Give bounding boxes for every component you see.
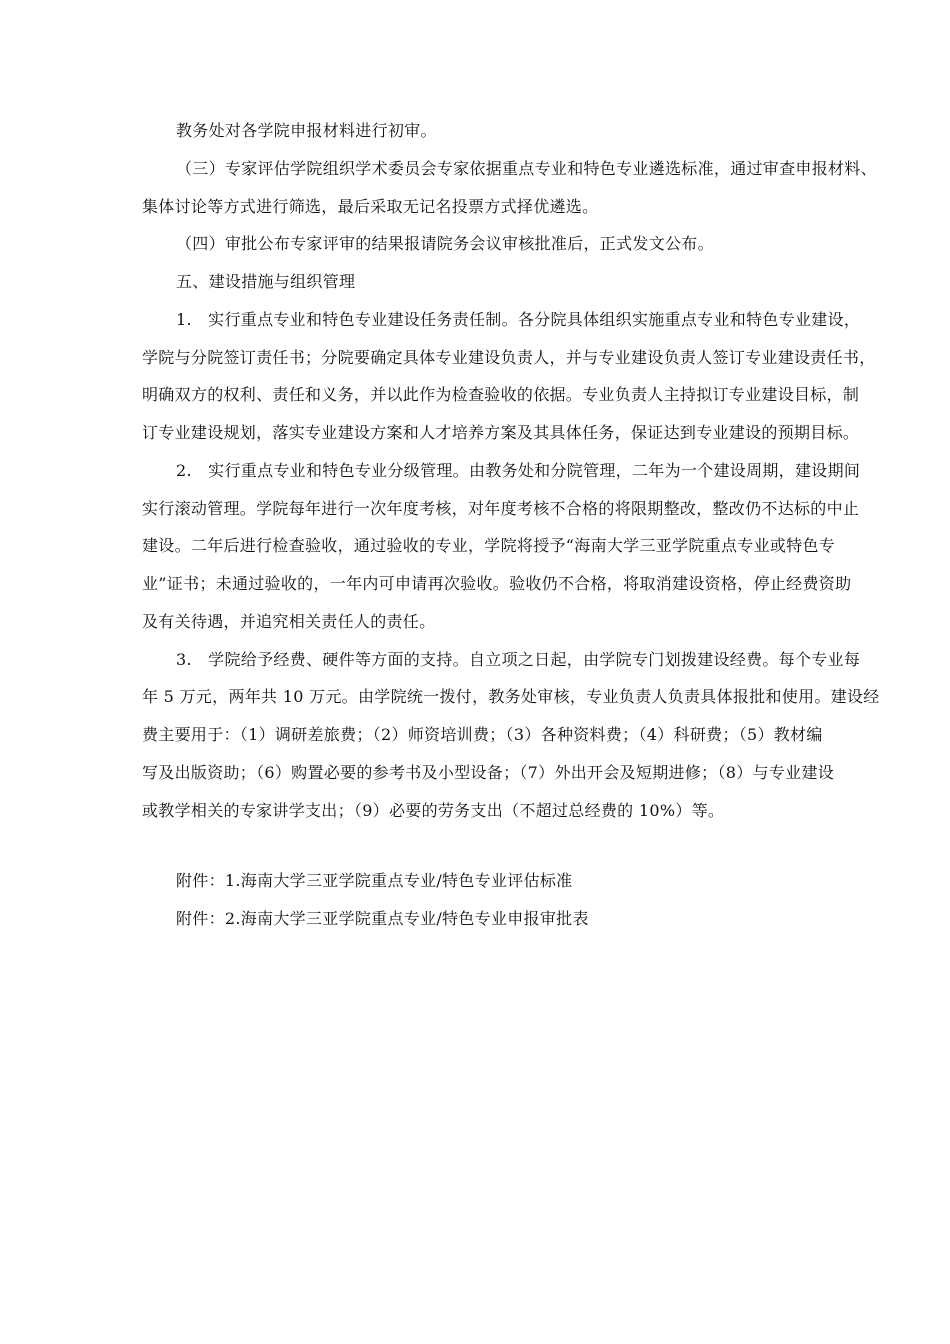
section-heading: 五、建设措施与组织管理 — [176, 272, 356, 291]
paragraph-line: 建设。二年后进行检查验收，通过验收的专业，学院将授予“海南大学三亚学院重点专业或特色专 — [142, 536, 836, 555]
paragraph-line: 及有关待遇，并追究相关责任人的责任。 — [142, 612, 436, 631]
paragraph-line: 业”证书；未通过验收的，一年内可申请再次验收。验收仍不合格，将取消建设资格，停止经费资助 — [142, 574, 852, 593]
paragraph-line: 集体讨论等方式进行筛选，最后采取无记名投票方式择优遴选。 — [142, 197, 599, 216]
paragraph-line: 2. 实行重点专业和特色专业分级管理。由教务处和分院管理，二年为一个建设周期，建设期间 — [176, 461, 861, 480]
paragraph-line: 或教学相关的专家讲学支出；（9）必要的劳务支出（不超过总经费的 10%）等。 — [142, 801, 725, 820]
paragraph-line: 费主要用于：（1）调研差旅费；（2）师资培训费；（3）各种资料费；（4）科研费；（5）教材编 — [142, 725, 823, 744]
paragraph-line: 教务处对各学院申报材料进行初审。 — [176, 121, 437, 140]
paragraph-line: 3. 学院给予经费、硬件等方面的支持。自立项之日起，由学院专门划拨建设经费。每个专业每 — [176, 650, 861, 669]
paragraph-line: 1. 实行重点专业和特色专业建设任务责任制。各分院具体组织实施重点专业和特色专业建设， — [176, 310, 861, 329]
attachment-line: 附件：1.海南大学三亚学院重点专业/特色专业评估标准 — [176, 871, 573, 890]
paragraph-line: 写及出版资助；（6）购置必要的参考书及小型设备；（7）外出开会及短期进修；（8）与专业建设 — [142, 763, 835, 782]
paragraph-line: 学院与分院签订责任书；分院要确定具体专业建设负责人，并与专业建设负责人签订专业建设责任书， — [142, 348, 876, 367]
paragraph-line: 明确双方的权利、责任和义务，并以此作为检查验收的依据。专业负责人主持拟订专业建设目标，制 — [142, 385, 860, 404]
paragraph-line: （四）审批公布专家评审的结果报请院务会议审核批准后，正式发文公布。 — [176, 234, 714, 253]
paragraph-line: 年 5 万元，两年共 10 万元。由学院统一拨付，教务处审核，专业负责人负责具体报批和使用。建设经 — [142, 687, 880, 706]
attachment-line: 附件：2.海南大学三亚学院重点专业/特色专业申报审批表 — [176, 909, 589, 928]
paragraph-line: 实行滚动管理。学院每年进行一次年度考核，对年度考核不合格的将限期整改，整改仍不达标的中止 — [142, 499, 860, 518]
paragraph-line: 订专业建设规划，落实专业建设方案和人才培养方案及其具体任务，保证达到专业建设的预期目标。 — [142, 423, 860, 442]
paragraph-line: （三）专家评估学院组织学术委员会专家依据重点专业和特色专业遴选标准，通过审查申报材料、 — [176, 159, 877, 178]
